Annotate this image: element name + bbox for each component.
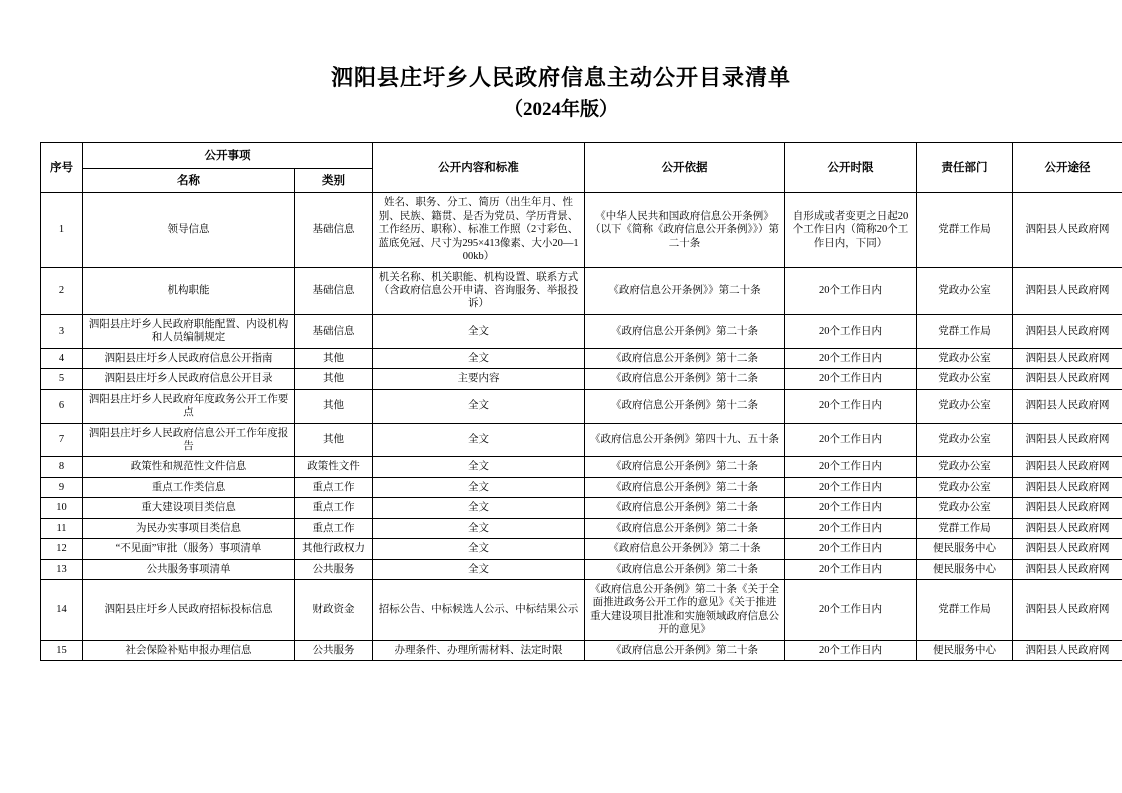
cell-content: 机关名称、机关职能、机构设置、联系方式（含政府信息公开申请、咨询服务、举报投诉）: [373, 267, 585, 314]
cell-type: 公共服务: [295, 640, 373, 660]
cell-basis: 《中华人民共和国政府信息公开条例》（以下《简称《政府信息公开条例》》）第二十条: [585, 193, 785, 267]
cell-seq: 8: [41, 457, 83, 477]
cell-channel: 泗阳县人民政府网: [1013, 640, 1122, 660]
table-row: [41, 498, 1122, 518]
cell-type: 基础信息: [295, 314, 373, 348]
cell-dept: 党群工作局: [917, 193, 1013, 267]
table-row: [41, 267, 1122, 314]
table-row: [41, 559, 1122, 579]
cell-channel: 泗阳县人民政府网: [1013, 267, 1122, 314]
cell-channel: 泗阳县人民政府网: [1013, 539, 1122, 559]
cell-limit: 20个工作日内: [785, 559, 917, 579]
cell-dept: 便民服务中心: [917, 559, 1013, 579]
cell-seq: 6: [41, 389, 83, 423]
table-row: [41, 640, 1122, 660]
page-title: 泗阳县庄圩乡人民政府信息主动公开目录清单: [330, 65, 791, 90]
cell-type: 其他: [295, 369, 373, 389]
cell-limit: 20个工作日内: [785, 348, 917, 368]
table-row: [41, 423, 1122, 457]
cell-dept: 党群工作局: [917, 314, 1013, 348]
cell-channel: 泗阳县人民政府网: [1013, 457, 1122, 477]
cell-type: 重点工作: [295, 477, 373, 497]
cell-limit: 20个工作日内: [785, 423, 917, 457]
header-type: 类别: [295, 169, 373, 193]
cell-content: 全文: [373, 389, 585, 423]
cell-basis: 《政府信息公开条例》第四十九、五十条: [585, 423, 785, 457]
cell-limit: 20个工作日内: [785, 389, 917, 423]
cell-dept: 党政办公室: [917, 498, 1013, 518]
cell-basis: 《政府信息公开条例》第十二条: [585, 389, 785, 423]
cell-content: 全文: [373, 457, 585, 477]
cell-name: 泗阳县庄圩乡人民政府信息公开目录: [83, 369, 295, 389]
cell-basis: 《政府信息公开条例》第十二条: [585, 348, 785, 368]
cell-dept: 党群工作局: [917, 580, 1013, 641]
table-body: [41, 193, 1122, 661]
title-block: [0, 0, 1122, 124]
cell-content: 全文: [373, 498, 585, 518]
table-header-row-top: [41, 143, 1122, 169]
header-limit: 公开时限: [785, 143, 917, 193]
header-content: 公开内容和标准: [373, 143, 585, 193]
cell-name: 政策性和规范性文件信息: [83, 457, 295, 477]
cell-limit: 自形成或者变更之日起20个工作日内（简称20个工作日内，下同）: [785, 193, 917, 267]
cell-name: 社会保险补贴申报办理信息: [83, 640, 295, 660]
cell-limit: 20个工作日内: [785, 369, 917, 389]
cell-type: 公共服务: [295, 559, 373, 579]
cell-content: 全文: [373, 314, 585, 348]
cell-basis: 《政府信息公开条例》第二十条: [585, 559, 785, 579]
cell-dept: 便民服务中心: [917, 539, 1013, 559]
table-row: [41, 580, 1122, 641]
cell-channel: 泗阳县人民政府网: [1013, 580, 1122, 641]
cell-name: 重点工作类信息: [83, 477, 295, 497]
cell-name: 为民办实事项目类信息: [83, 518, 295, 538]
catalog-table: [40, 142, 1122, 661]
cell-seq: 13: [41, 559, 83, 579]
cell-basis: 《政府信息公开条例》第二十条《关于全面推进政务公开工作的意见》《关于推进重大建设项目批准和实施领域政府信息公开的意见》: [585, 580, 785, 641]
cell-dept: 党群工作局: [917, 518, 1013, 538]
header-basis: 公开依据: [585, 143, 785, 193]
cell-basis: 《政府信息公开条例》第二十条: [585, 640, 785, 660]
cell-seq: 3: [41, 314, 83, 348]
cell-channel: 泗阳县人民政府网: [1013, 477, 1122, 497]
cell-content: 姓名、职务、分工、简历（出生年月、性别、民族、籍贯、是否为党员、学历背景、工作经历、职称）、标准工作照（2寸彩色、蓝底免冠、尺寸为295×413像素、大小20—100kb）: [373, 193, 585, 267]
cell-limit: 20个工作日内: [785, 314, 917, 348]
cell-limit: 20个工作日内: [785, 477, 917, 497]
cell-dept: 党政办公室: [917, 389, 1013, 423]
cell-seq: 2: [41, 267, 83, 314]
cell-channel: 泗阳县人民政府网: [1013, 423, 1122, 457]
cell-dept: 党政办公室: [917, 348, 1013, 368]
cell-seq: 10: [41, 498, 83, 518]
cell-basis: 《政府信息公开条例》第二十条: [585, 518, 785, 538]
cell-dept: 党政办公室: [917, 369, 1013, 389]
cell-name: 泗阳县庄圩乡人民政府年度政务公开工作要点: [83, 389, 295, 423]
cell-basis: 《政府信息公开条例》第二十条: [585, 457, 785, 477]
cell-channel: 泗阳县人民政府网: [1013, 193, 1122, 267]
cell-name: 泗阳县庄圩乡人民政府信息公开指南: [83, 348, 295, 368]
cell-dept: 党政办公室: [917, 457, 1013, 477]
cell-limit: 20个工作日内: [785, 580, 917, 641]
table-row: [41, 477, 1122, 497]
cell-content: 全文: [373, 477, 585, 497]
page-subtitle: （2024年版）: [503, 98, 618, 120]
cell-seq: 11: [41, 518, 83, 538]
table-row: [41, 193, 1122, 267]
table-row: [41, 389, 1122, 423]
table-row: [41, 348, 1122, 368]
cell-basis: 《政府信息公开条例》第十二条: [585, 369, 785, 389]
cell-name: 泗阳县庄圩乡人民政府信息公开工作年度报告: [83, 423, 295, 457]
cell-content: 办理条件、办理所需材料、法定时限: [373, 640, 585, 660]
cell-type: 其他: [295, 348, 373, 368]
cell-type: 其他: [295, 389, 373, 423]
cell-basis: 《政府信息公开条例》》第二十条: [585, 267, 785, 314]
table-row: [41, 314, 1122, 348]
table-header: [41, 143, 1122, 193]
header-dept: 责任部门: [917, 143, 1013, 193]
cell-content: 全文: [373, 348, 585, 368]
cell-basis: 《政府信息公开条例》第二十条: [585, 477, 785, 497]
cell-seq: 5: [41, 369, 83, 389]
cell-dept: 便民服务中心: [917, 640, 1013, 660]
cell-limit: 20个工作日内: [785, 539, 917, 559]
cell-channel: 泗阳县人民政府网: [1013, 348, 1122, 368]
header-channel: 公开途径: [1013, 143, 1122, 193]
cell-type: 其他: [295, 423, 373, 457]
cell-seq: 1: [41, 193, 83, 267]
table-row: [41, 457, 1122, 477]
cell-channel: 泗阳县人民政府网: [1013, 369, 1122, 389]
cell-seq: 4: [41, 348, 83, 368]
cell-name: 机构职能: [83, 267, 295, 314]
cell-basis: 《政府信息公开条例》第二十条: [585, 314, 785, 348]
cell-channel: 泗阳县人民政府网: [1013, 518, 1122, 538]
cell-limit: 20个工作日内: [785, 457, 917, 477]
cell-type: 重点工作: [295, 518, 373, 538]
cell-limit: 20个工作日内: [785, 518, 917, 538]
cell-seq: 9: [41, 477, 83, 497]
cell-dept: 党政办公室: [917, 267, 1013, 314]
cell-content: 全文: [373, 539, 585, 559]
header-item-group: 公开事项: [83, 143, 373, 169]
cell-name: 领导信息: [83, 193, 295, 267]
cell-limit: 20个工作日内: [785, 640, 917, 660]
cell-seq: 7: [41, 423, 83, 457]
cell-content: 主要内容: [373, 369, 585, 389]
cell-seq: 14: [41, 580, 83, 641]
cell-limit: 20个工作日内: [785, 498, 917, 518]
cell-limit: 20个工作日内: [785, 267, 917, 314]
catalog-table-wrap: [40, 142, 1110, 661]
cell-name: 泗阳县庄圩乡人民政府招标投标信息: [83, 580, 295, 641]
cell-name: 重大建设项目类信息: [83, 498, 295, 518]
cell-type: 基础信息: [295, 267, 373, 314]
cell-type: 政策性文件: [295, 457, 373, 477]
table-row: [41, 369, 1122, 389]
cell-type: 基础信息: [295, 193, 373, 267]
cell-basis: 《政府信息公开条例》》第二十条: [585, 539, 785, 559]
table-row: [41, 518, 1122, 538]
header-seq: 序号: [41, 143, 83, 193]
cell-basis: 《政府信息公开条例》第二十条: [585, 498, 785, 518]
cell-channel: 泗阳县人民政府网: [1013, 389, 1122, 423]
cell-content: 全文: [373, 559, 585, 579]
cell-dept: 党政办公室: [917, 477, 1013, 497]
cell-content: 全文: [373, 518, 585, 538]
cell-type: 其他行政权力: [295, 539, 373, 559]
cell-dept: 党政办公室: [917, 423, 1013, 457]
header-name: 名称: [83, 169, 295, 193]
table-row: [41, 539, 1122, 559]
cell-type: 财政资金: [295, 580, 373, 641]
cell-name: 公共服务事项清单: [83, 559, 295, 579]
cell-content: 招标公告、中标候选人公示、中标结果公示: [373, 580, 585, 641]
cell-content: 全文: [373, 423, 585, 457]
cell-channel: 泗阳县人民政府网: [1013, 559, 1122, 579]
cell-channel: 泗阳县人民政府网: [1013, 498, 1122, 518]
cell-seq: 12: [41, 539, 83, 559]
cell-type: 重点工作: [295, 498, 373, 518]
cell-seq: 15: [41, 640, 83, 660]
cell-channel: 泗阳县人民政府网: [1013, 314, 1122, 348]
cell-name: “不见面”审批（服务）事项清单: [83, 539, 295, 559]
cell-name: 泗阳县庄圩乡人民政府职能配置、内设机构和人员编制规定: [83, 314, 295, 348]
